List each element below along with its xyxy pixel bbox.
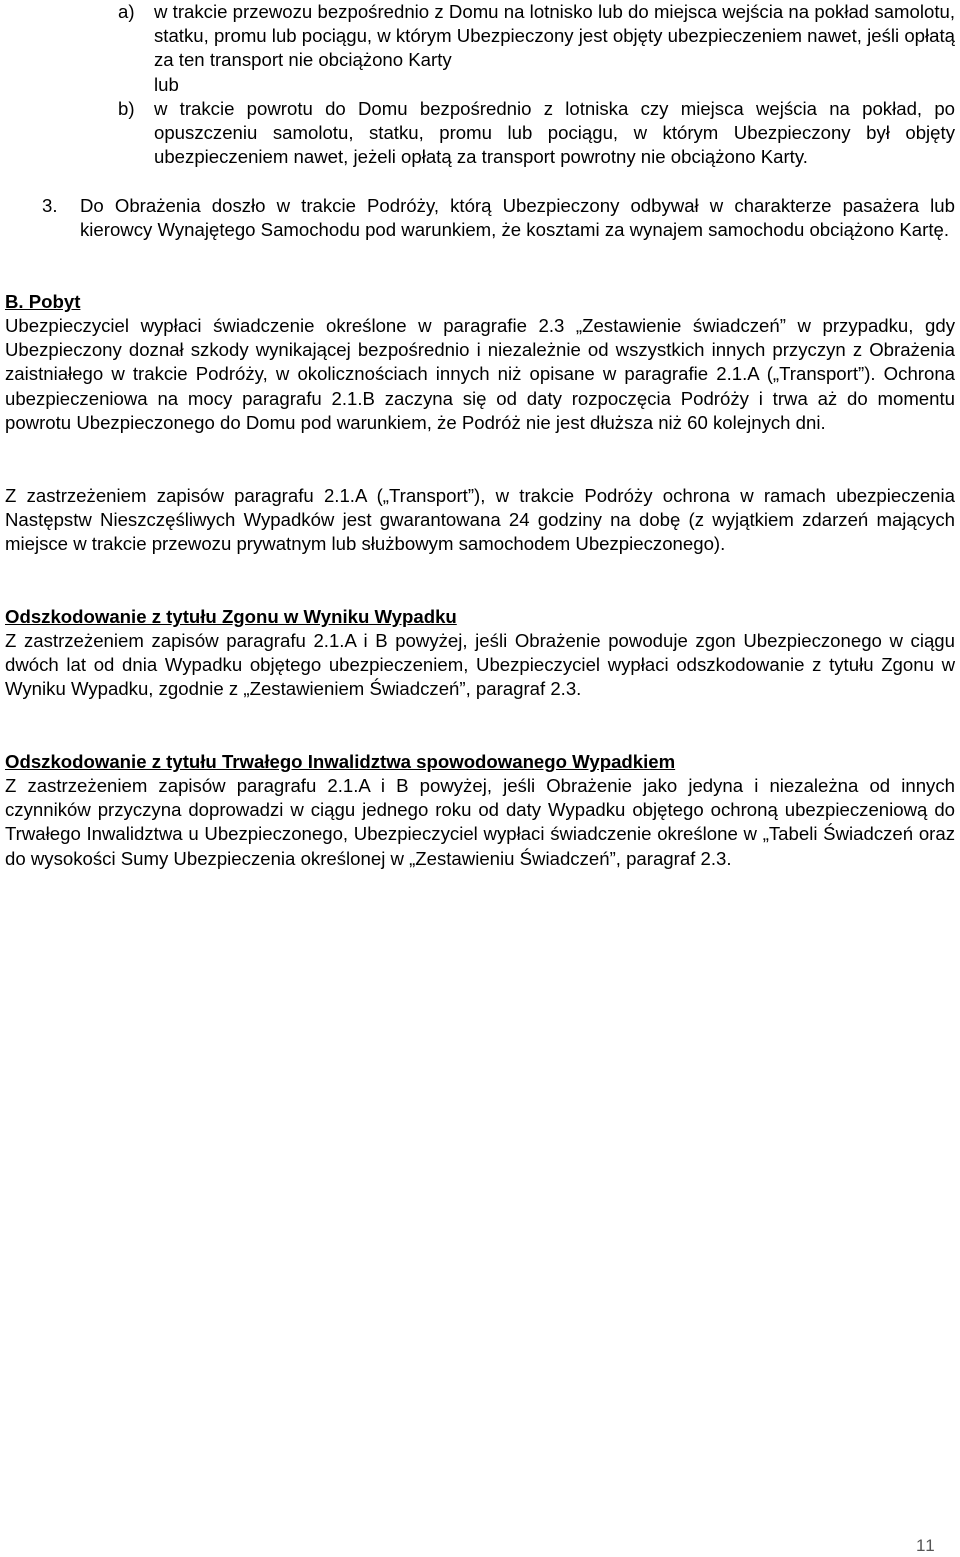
list-item-b <box>118 97 955 170</box>
list-item-label: b) <box>118 98 135 119</box>
paragraph-disability: Z zastrzeżeniem zapisów paragrafu 2.1.A i B powyżej, jeśli Obrażenie jako jedyna i niezależna od innych czynników przyczyna doprowadzi w ciągu jednego roku od daty Wypadku objętego ochroną ubezpieczeniową do Trwałego Inwalidztwa u Ubezpieczonego, Ubezpieczyciel wypłaci świadczenie określone w „Tabeli Świadczeń oraz do wysokości Sumy Ubezpieczenia określonej w „Zestawieniu Świadczeń”, paragraf 2.3. <box>5 775 955 869</box>
list-item-label: 3. <box>42 195 58 216</box>
section-heading-pobyt: B. Pobyt <box>5 291 81 312</box>
list-item-text: Do Obrażenia doszło w trakcie Podróży, którą Ubezpieczony odbywał w charakterze pasażera lub kierowcy Wynajętego Samochodu pod warunkiem, że kosztami za wynajem samochodu obciążono Kartę. <box>80 195 955 241</box>
list-item-a <box>118 0 955 73</box>
list-item-3 <box>42 194 955 242</box>
paragraph-death: Z zastrzeżeniem zapisów paragrafu 2.1.A i B powyżej, jeśli Obrażenie powoduje zgon Ubezpieczonego w ciągu dwóch lat od dnia Wypadku objętego ubezpieczeniem, Ubezpieczyciel wypłaci odszkodowanie z tytułu Zgonu w Wyniku Wypadku, zgodnie z „Zestawieniem Świadczeń”, paragraf 2.3. <box>5 630 955 700</box>
connector-lub: lub <box>154 74 179 95</box>
section-heading-death: Odszkodowanie z tytułu Zgonu w Wyniku Wypadku <box>5 606 457 627</box>
list-item-text: w trakcie powrotu do Domu bezpośrednio z lotniska czy miejsca wejścia na pokład, po opuszczeniu samolotu, statku, promu lub pociągu, w którym Ubezpieczony był objęty ubezpieczeniem nawet, jeżeli opłatą za transport powrotny nie obciążono Karty. <box>154 98 955 168</box>
paragraph-transport-coverage: Z zastrzeżeniem zapisów paragrafu 2.1.A („Transport”), w trakcie Podróży ochrona w ramach ubezpieczenia Następstw Nieszczęśliwych Wypadków jest gwarantowana 24 godziny na dobę (z wyjątkiem zdarzeń mających miejsce w trakcie przewozu prywatnym lub służbowym samochodem Ubezpieczonego). <box>5 485 955 555</box>
list-item-text: w trakcie przewozu bezpośrednio z Domu na lotnisko lub do miejsca wejścia na pokład samolotu, statku, promu lub pociągu, w którym Ubezpieczony jest objęty ubezpieczeniem nawet, jeśli opłatą za ten transport nie obciążono Karty <box>154 1 955 71</box>
list-item-label: a) <box>118 1 135 22</box>
page-number: 11 <box>916 1536 936 1555</box>
paragraph-pobyt: Ubezpieczyciel wypłaci świadczenie określone w paragrafie 2.3 „Zestawienie świadczeń” w przypadku, gdy Ubezpieczony doznał szkody wynikającej bezpośrednio i niezależnie od wszystkich innych przyczyn z Obrażenia zaistniałego w trakcie Podróży, w okolicznościach innych niż opisane w paragrafie 2.1.A („Transport”). Ochrona ubezpieczeniowa na mocy paragrafu 2.1.B zaczyna się od daty rozpoczęcia Podróży i trwa aż do momentu powrotu Ubezpieczonego do Domu pod warunkiem, że Podróż nie jest dłuższa niż 60 kolejnych dni. <box>5 315 955 433</box>
section-heading-disability: Odszkodowanie z tytułu Trwałego Inwalidztwa spowodowanego Wypadkiem <box>5 751 676 772</box>
